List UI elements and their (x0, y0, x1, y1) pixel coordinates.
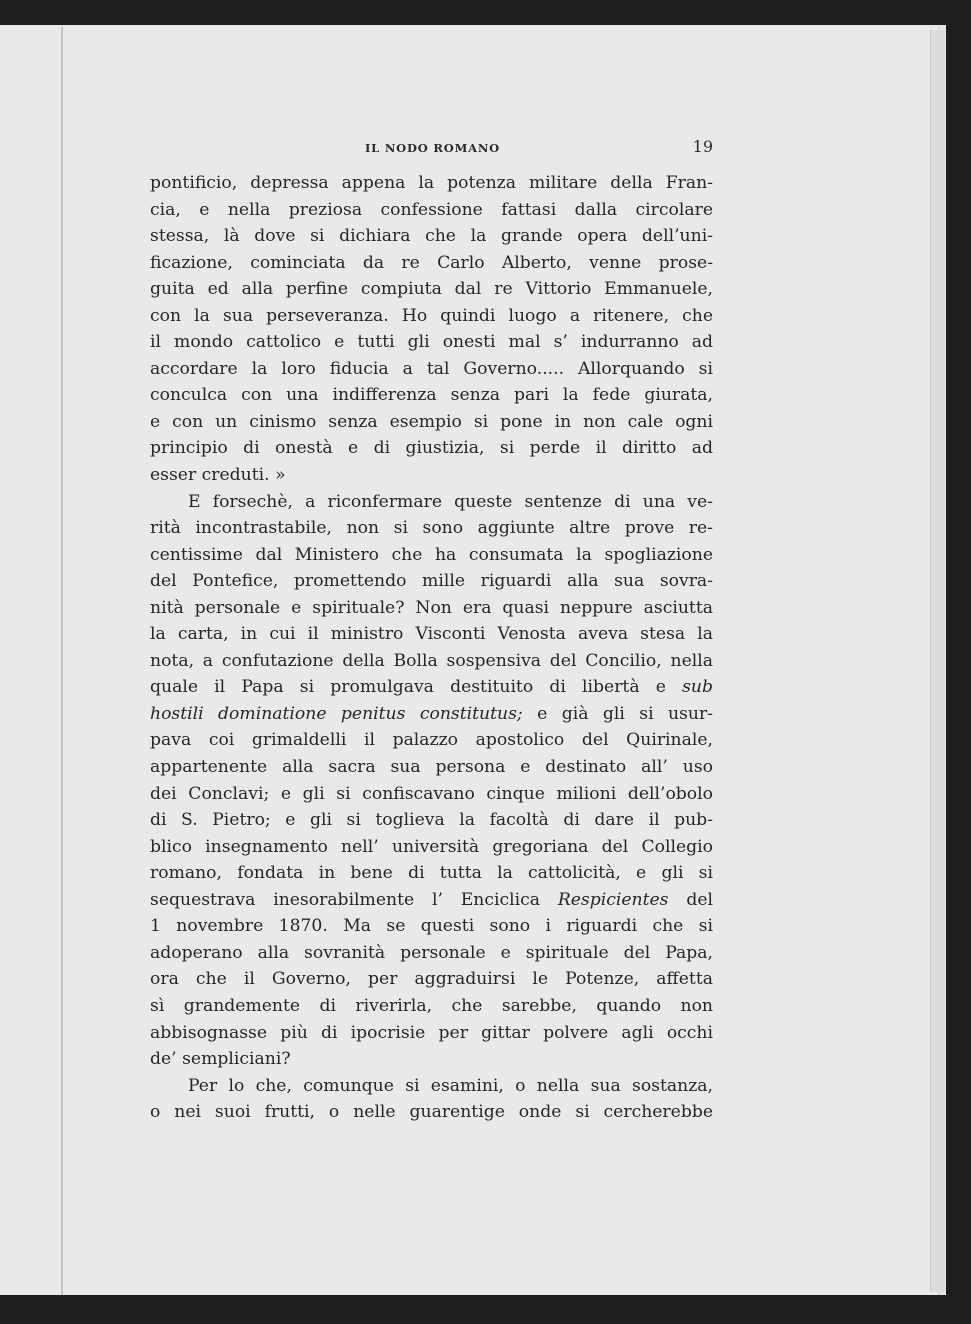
line-text: con la sua perseveranza. Ho quindi luogo a ritenere, che (150, 305, 713, 326)
italic-text: sub (682, 677, 713, 698)
text-line (150, 621, 713, 648)
line-text: centissime dal Ministero che ha consumata la spogliazione (150, 544, 713, 565)
line-text: dei Conclavi; e gli si confiscavano cinque milioni dell’obolo (150, 783, 713, 804)
text-line (150, 1020, 713, 1047)
text-line (150, 435, 713, 462)
text-line (150, 754, 713, 781)
text-line (150, 170, 713, 197)
page-number: 19 (692, 137, 713, 156)
running-head (150, 138, 713, 160)
text-line (150, 382, 713, 409)
line-text: ficazione, cominciata da re Carlo Alberto, venne prose- (150, 252, 713, 273)
text-line (150, 1046, 713, 1073)
text-line (150, 860, 713, 887)
text-line (150, 1099, 713, 1126)
line-text: 1 novembre 1870. Ma se questi sono i riguardi che si (150, 916, 713, 937)
text-line (150, 409, 713, 436)
running-title: IL NODO ROMANO (365, 141, 500, 155)
text-line (150, 807, 713, 834)
text-line (150, 223, 713, 250)
line-text: adoperano alla sovranità personale e spirituale del Papa, (150, 942, 713, 963)
line-text: del (686, 889, 713, 910)
line-text: sì grandemente di riverirla, che sarebbe, quando non (150, 995, 713, 1016)
line-text: appartenente alla sacra sua persona e destinato all’ uso (150, 757, 713, 778)
text-line (150, 648, 713, 675)
line-text: pontificio, depressa appena la potenza militare della Fran- (150, 173, 713, 193)
text-line (150, 913, 713, 940)
line-text: ora che il Governo, per aggraduirsi le Potenze, affetta (150, 969, 713, 990)
text-line (150, 515, 713, 542)
line-text: Per lo che, comunque si esamini, o nella sua sostanza, (188, 1075, 713, 1096)
text-line (150, 674, 713, 701)
line-text: principio di onestà e di giustizia, si perde il diritto ad (150, 438, 713, 459)
text-line (150, 1073, 713, 1100)
line-text: stessa, là dove si dichiara che la grande opera dell’uni- (150, 226, 713, 247)
line-text: cia, e nella preziosa confessione fattasi dalla circolare (150, 199, 713, 220)
text-line (150, 595, 713, 622)
line-text: romano, fondata in bene di tutta la cattolicità, e gli si (150, 863, 713, 884)
text-line (150, 489, 713, 516)
text-line (150, 250, 713, 277)
text-line (150, 542, 713, 569)
line-text: blico insegnamento nell’ università gregoriana del Collegio (150, 836, 713, 857)
line-text: del Pontefice, promettendo mille riguardi alla sua sovra- (150, 571, 713, 592)
line-text: e con un cinismo senza esempio si pone in non cale ogni (150, 411, 713, 432)
line-text: sequestrava inesorabilmente l’ Enciclica (150, 889, 540, 910)
line-text: e già gli si usur- (537, 703, 713, 724)
text-line (150, 727, 713, 754)
text-line (150, 462, 713, 489)
text-line (150, 701, 713, 728)
italic-text: hostili dominatione penitus constitutus; (150, 703, 523, 724)
line-text: E forsechè, a riconfermare queste sentenze di una ve- (188, 491, 713, 512)
text-line (150, 993, 713, 1020)
line-text: quale il Papa si promulgava destituito di libertà e (150, 677, 666, 698)
line-text: il mondo cattolico e tutti gli onesti mal s’ indurranno ad (150, 332, 713, 353)
text-line (150, 887, 713, 914)
line-text: abbisognasse più di ipocrisie per gittar polvere agli occhi (150, 1022, 713, 1043)
text-line (150, 356, 713, 383)
text-line (150, 276, 713, 303)
line-text: nità personale e spirituale? Non era quasi neppure asciutta (150, 597, 713, 618)
text-line (150, 568, 713, 595)
gutter-line (61, 27, 63, 1295)
line-text: rità incontrastabile, non si sono aggiunte altre prove re- (150, 518, 713, 539)
text-line (150, 197, 713, 224)
line-text: la carta, in cui il ministro Visconti Venosta aveva stesa la (150, 624, 713, 645)
line-text: esser creduti. » (150, 465, 286, 486)
text-line (150, 781, 713, 808)
line-text: di S. Pietro; e gli si toglieva la facoltà di dare il pub- (150, 810, 713, 831)
line-text: nota, a confutazione della Bolla sospensiva del Concilio, nella (150, 650, 713, 671)
page-edge (930, 30, 945, 1292)
line-text: conculca con una indifferenza senza pari la fede giurata, (150, 385, 713, 406)
line-text: guita ed alla perfine compiuta dal re Vittorio Emmanuele, (150, 279, 713, 300)
italic-text: Respicientes (557, 889, 669, 910)
text-line (150, 940, 713, 967)
text-line (150, 966, 713, 993)
text-line (150, 834, 713, 861)
line-text: pava coi grimaldelli il palazzo apostolico del Quirinale, (150, 730, 713, 751)
text-line (150, 303, 713, 330)
line-text: o nei suoi frutti, o nelle guarentige onde si cercherebbe (150, 1102, 713, 1123)
body-text (150, 170, 713, 1126)
line-text: de’ sempliciani? (150, 1049, 291, 1070)
text-line (150, 329, 713, 356)
line-text: accordare la loro fiducia a tal Governo..... Allorquando si (150, 358, 713, 379)
